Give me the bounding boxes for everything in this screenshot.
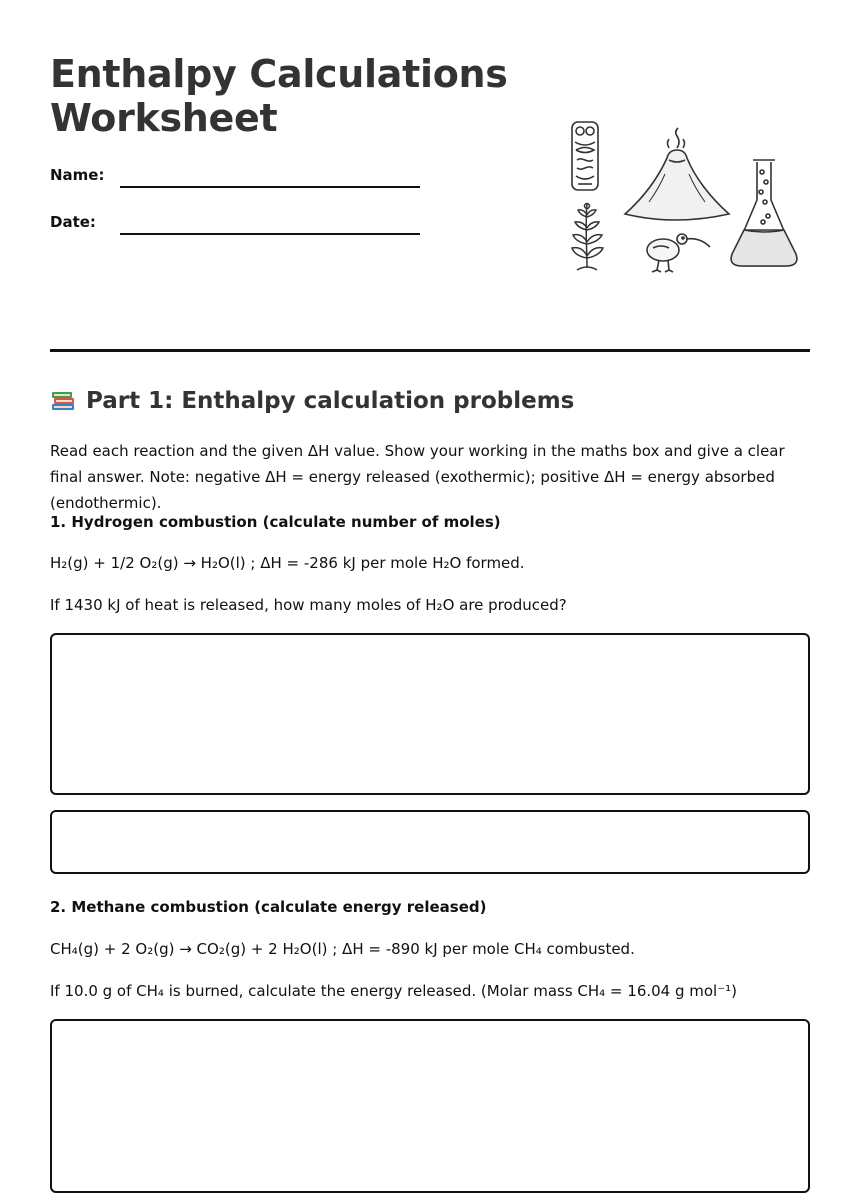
fern-icon [572, 204, 603, 271]
question-2-equation: CH₄(g) + 2 O₂(g) → CO₂(g) + 2 H₂O(l) ; ΔH = -890 kJ per mole CH₄ combusted. [50, 940, 635, 958]
date-line[interactable] [120, 233, 420, 235]
header-divider [50, 349, 810, 352]
name-line[interactable] [120, 186, 420, 188]
name-label: Name: [50, 166, 105, 184]
kiwi-bird-icon [647, 234, 710, 272]
date-label: Date: [50, 213, 96, 231]
part-1-heading [50, 388, 810, 414]
volcano-icon [625, 128, 729, 220]
question-1-equation: H₂(g) + 1/2 O₂(g) → H₂O(l) ; ΔH = -286 kJ per mole H₂O formed. [50, 554, 525, 572]
name-field[interactable] [50, 166, 420, 196]
conical-flask-icon [731, 160, 797, 266]
question-1-answer-box[interactable] [50, 810, 810, 874]
question-2-title: 2. Methane combustion (calculate energy released) [50, 898, 487, 916]
part-1-intro: Read each reaction and the given ΔH value. Show your working in the maths box and give a clear final answer. Note: negative ΔH = energy released (exothermic); positive ΔH = energy absorbed (endothermic). [50, 442, 785, 512]
date-field[interactable] [50, 213, 420, 243]
carved-figure-icon [572, 122, 598, 190]
header-illustration [565, 118, 805, 278]
question-1-title: 1. Hydrogen combustion (calculate number of moles) [50, 513, 501, 531]
part-1-title: Part 1: Enthalpy calculation problems [86, 388, 575, 414]
book-icon [50, 388, 76, 414]
question-1-working-box[interactable] [50, 633, 810, 795]
question-1-prompt: If 1430 kJ of heat is released, how many moles of H₂O are produced? [50, 596, 567, 614]
question-2-prompt: If 10.0 g of CH₄ is burned, calculate the energy released. (Molar mass CH₄ = 16.04 g mol⁻¹) [50, 982, 738, 1000]
question-2-working-box[interactable] [50, 1019, 810, 1193]
page-title: Enthalpy Calculations Worksheet [50, 52, 508, 140]
